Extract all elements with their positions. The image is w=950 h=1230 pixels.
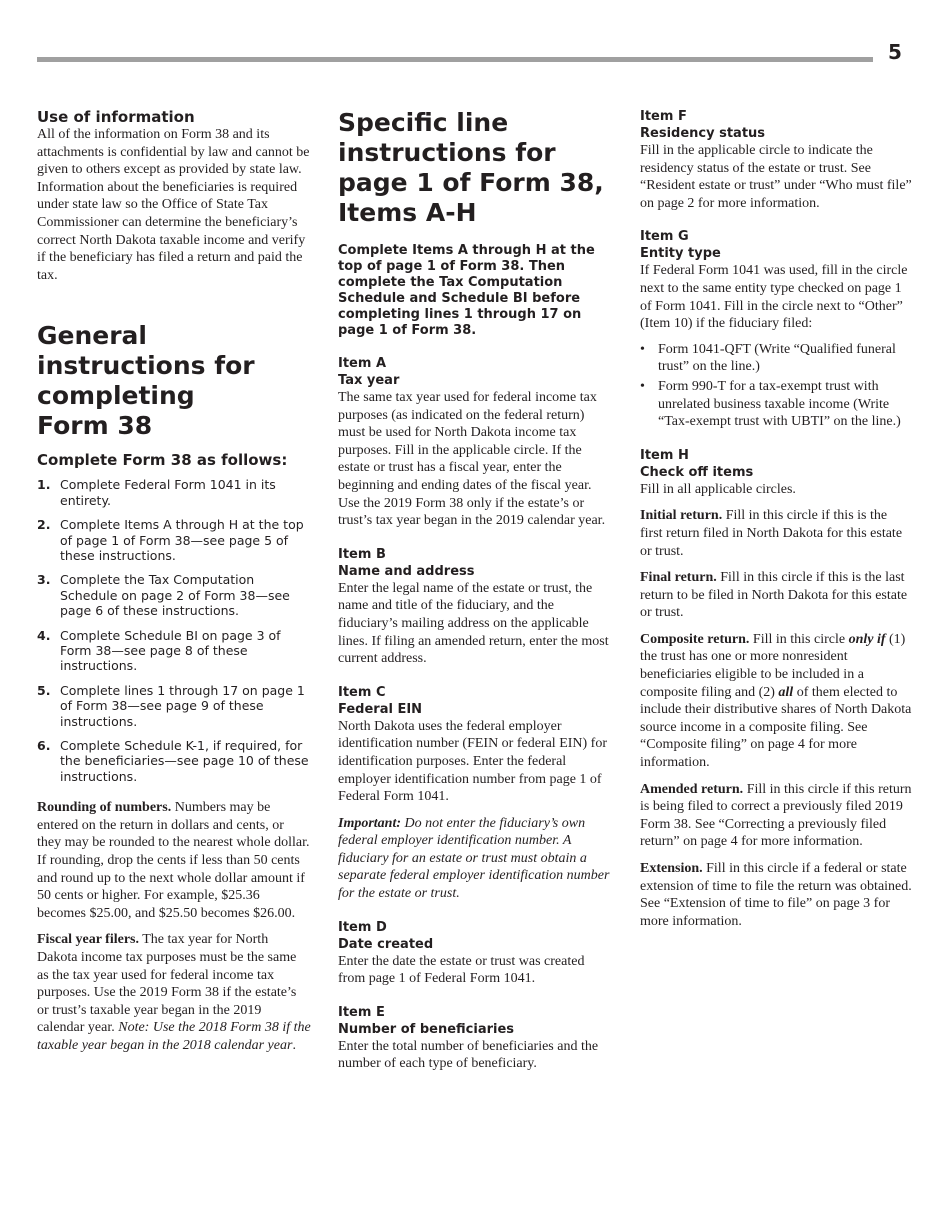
list-item: • Form 990-T for a tax-exempt trust with unrelated business taxable income (Write “Tax-exempt trust with UBTI” on the line.) xyxy=(640,378,901,430)
item-a-tag: Item A xyxy=(338,356,387,371)
item-a-title: Tax year xyxy=(338,373,400,388)
amended-return-paragraph: Amended return. Fill in this circle if this return is being filed to correct a previously filed 2019 Form 38. See “Correcting a previously filed return” on page 4 for more information. xyxy=(640,781,912,850)
column-right xyxy=(640,108,912,930)
list-item: 6. Complete Schedule K-1, if required, for the beneficiaries—see page 10 of these instructions. xyxy=(37,738,309,784)
list-item: 1. Complete Federal Form 1041 in its entirety. xyxy=(37,477,276,508)
item-g-title: Entity type xyxy=(640,246,721,262)
item-c-important: Important: Do not enter the fiduciary’s own federal employer identification number. A fiduciary for an estate or trust must obtain a separate federal employer identification number for the estate or trust. xyxy=(338,815,610,902)
item-b-body: Enter the legal name of the estate or trust, the name and title of the fiduciary, and the fiduciary’s mailing address on the applicable lines. If filing an amended return, enter the most current address. xyxy=(338,580,609,667)
item-c-tag: Item C xyxy=(338,684,386,700)
entity-type-list xyxy=(640,341,912,431)
column-middle xyxy=(338,108,614,1073)
item-b-title: Name and address xyxy=(338,563,475,579)
item-f-body: Fill in the applicable circle to indicate the residency status of the estate or trust. See “Resident estate or trust” under “Who must file” on page 2 for more information. xyxy=(640,143,912,211)
specific-instructions-title: Specific line instructions for page 1 of Form 38, Items A-H xyxy=(338,108,604,227)
item-c-title: Federal EIN xyxy=(338,701,423,717)
complete-form-subheading: Complete Form 38 as follows: xyxy=(37,451,288,470)
item-c-section xyxy=(338,684,614,903)
initial-return-paragraph: Initial return. Fill in this circle if this is the first return filed in North Dakota for this estate or trust. xyxy=(640,508,903,559)
item-e-title: Number of beneficiaries xyxy=(338,1021,515,1037)
rounding-paragraph: Rounding of numbers. Numbers may be entered on the return in dollars and cents, or they may be rounded to the nearest whole dollar. If rounding, drop the cents if less than 50 cents and round up to the next whole dollar amount if 50 cents or higher. For example, $25.36 becomes $25.00, and $25.50 becomes $26.00. xyxy=(37,800,310,921)
use-of-information-heading: Use of information xyxy=(37,108,195,126)
list-item: 2. Complete Items A through H at the top of page 1 of Form 38—see page 5 of these instructions. xyxy=(37,517,304,563)
item-h-section xyxy=(640,447,912,931)
list-item: 4. Complete Schedule BI on page 3 of Form 38—see page 8 of these instructions. xyxy=(37,627,281,674)
steps-list xyxy=(37,477,311,784)
item-f-tag: Item F xyxy=(640,109,687,124)
item-e-body: Enter the total number of beneficiaries and the number of each type of beneficiary. xyxy=(338,1038,599,1072)
item-a-body: The same tax year used for federal income tax purposes (as indicated on the federal return) must be used for North Dakota income tax purposes. Fill in the applicable circle. If the estate or trust has a fiscal year, enter the beginning and ending dates of the fiscal year. Use the 2019 Form 38 only if the estate’s or trust’s tax year began in the 2019 calendar year. xyxy=(338,390,606,529)
item-d-title: Date created xyxy=(338,936,434,952)
item-f-section xyxy=(640,108,912,212)
item-g-body: If Federal Form 1041 was used, fill in the circle next to the same entity type checked on page 1 of Form 1041. Fill in the circle next to “Other” (Item 10) if the fiduciary filed: xyxy=(640,263,908,332)
item-d-body: Enter the date the estate or trust was created from page 1 of Federal Form 1041. xyxy=(338,953,585,987)
header-rule xyxy=(37,57,873,62)
page-number: 5 xyxy=(888,40,902,64)
fiscal-year-paragraph: Fiscal year filers. The tax year for North Dakota income tax purposes must be the same as the tax year used for federal income tax purposes. Use the 2019 Form 38 if the estate’s or trust’s taxable year began in the 2019 calendar year. Note: Use the 2018 Form 38 if the taxable year began in the 2018 calendar year. xyxy=(37,932,311,1053)
list-item: • Form 1041-QFT (Write “Qualified funeral trust” on the line.) xyxy=(640,341,896,375)
extension-paragraph: Extension. Fill in this circle if a federal or state extension of time to file the return was obtained. See “Extension of time to file” on page 3 for more information. xyxy=(640,861,912,929)
item-h-body: Fill in all applicable circles. xyxy=(640,481,796,497)
item-c-body: North Dakota uses the federal employer identification number (FEIN or federal EIN) for identification purposes. Enter the federal employer identification number from page 1 of Federal Form 1041. xyxy=(338,718,608,805)
item-g-section xyxy=(640,228,912,430)
item-h-title: Check off items xyxy=(640,464,754,480)
item-h-tag: Item H xyxy=(640,447,689,463)
list-item: 5. Complete lines 1 through 17 on page 1 of Form 38—see page 9 of these instructions. xyxy=(37,682,305,729)
use-of-information-body: All of the information on Form 38 and its attachments is confidential by law and cannot be given to others except as provided by state law. Information about the beneficiaries is required under state law so the Office of State Tax Commissioner can determine the beneficiary’s correct North Dakota taxable income and verify if the beneficiary has filed a return and paid the tax. xyxy=(37,127,310,283)
item-b-section xyxy=(338,546,614,668)
composite-return-paragraph: Composite return. Fill in this circle only if (1) the trust has one or more nonresident beneficiaries eligible to be included in a composite filing and (2) all of them elected to include their distributive shares of North Dakota source income in a composite filing. See “Composite filing” on page 4 for more information. xyxy=(640,631,912,771)
list-item: 3. Complete the Tax Computation Schedule on page 2 of Form 38—see page 6 of these instructions. xyxy=(37,572,290,619)
column-left xyxy=(37,108,311,1055)
item-e-tag: Item E xyxy=(338,1004,385,1020)
item-e-section xyxy=(338,1004,614,1073)
item-d-tag: Item D xyxy=(338,919,387,935)
item-g-tag: Item G xyxy=(640,229,689,245)
specific-lead: Complete Items A through H at the top of page 1 of Form 38. Then complete the Tax Computation Schedule and Schedule BI before completing lines 1 through 17 on page 1 of Form 38. xyxy=(338,243,595,338)
item-b-tag: Item B xyxy=(338,546,386,562)
general-instructions-title: General instructions for completing Form 38 xyxy=(37,321,255,441)
item-f-title: Residency status xyxy=(640,126,766,141)
final-return-paragraph: Final return. Fill in this circle if this is the last return to be filed in North Dakota for this estate or trust. xyxy=(640,570,908,621)
item-a-section xyxy=(338,355,614,530)
item-d-section xyxy=(338,919,614,988)
